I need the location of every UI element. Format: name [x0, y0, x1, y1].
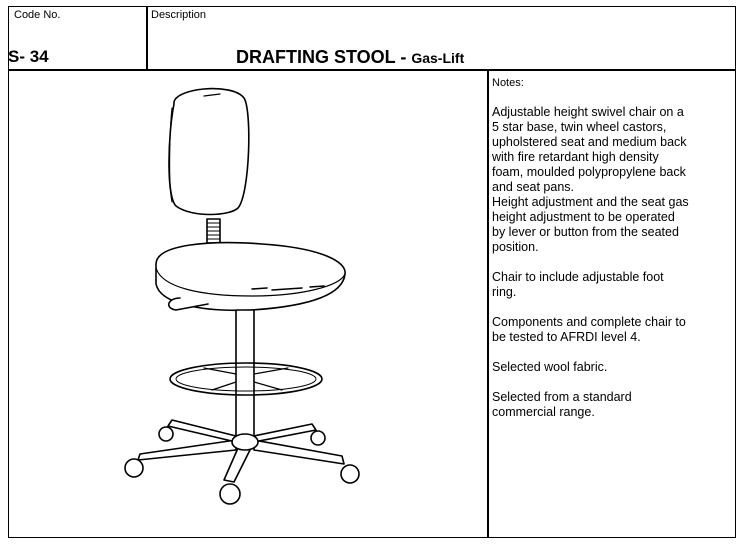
title-separator: -: [395, 47, 412, 67]
title-sub: Gas-Lift: [411, 50, 465, 66]
description-label: Description: [151, 9, 207, 21]
notes-divider: [487, 69, 489, 538]
note-paragraph: Selected wool fabric.: [492, 360, 608, 374]
title-main: DRAFTING STOOL: [236, 47, 396, 67]
code-label: Code No.: [14, 9, 61, 21]
header-divider: [146, 6, 148, 70]
code-value: S- 34: [8, 47, 49, 66]
note-paragraph: Selected from a standard commercial range.: [492, 390, 632, 419]
note-paragraph: Components and complete chair to be tested to AFRDI level 4.: [492, 315, 686, 344]
notes-panel: [492, 76, 728, 435]
drafting-stool-icon: [112, 84, 377, 524]
header-bottom-rule: [8, 69, 736, 71]
note-paragraph: Adjustable height swivel chair on a 5 star base, twin wheel castors, upholstered seat and medium back with fire retardant high density foam, moulded polypropylene back and seat pans. Height adjustment and the seat gas height adjustment to be operated by lever or button from the seated position.: [492, 105, 689, 254]
note-paragraph: Chair to include adjustable foot ring.: [492, 270, 664, 299]
product-title: [236, 47, 464, 68]
notes-label: Notes:: [492, 77, 524, 89]
